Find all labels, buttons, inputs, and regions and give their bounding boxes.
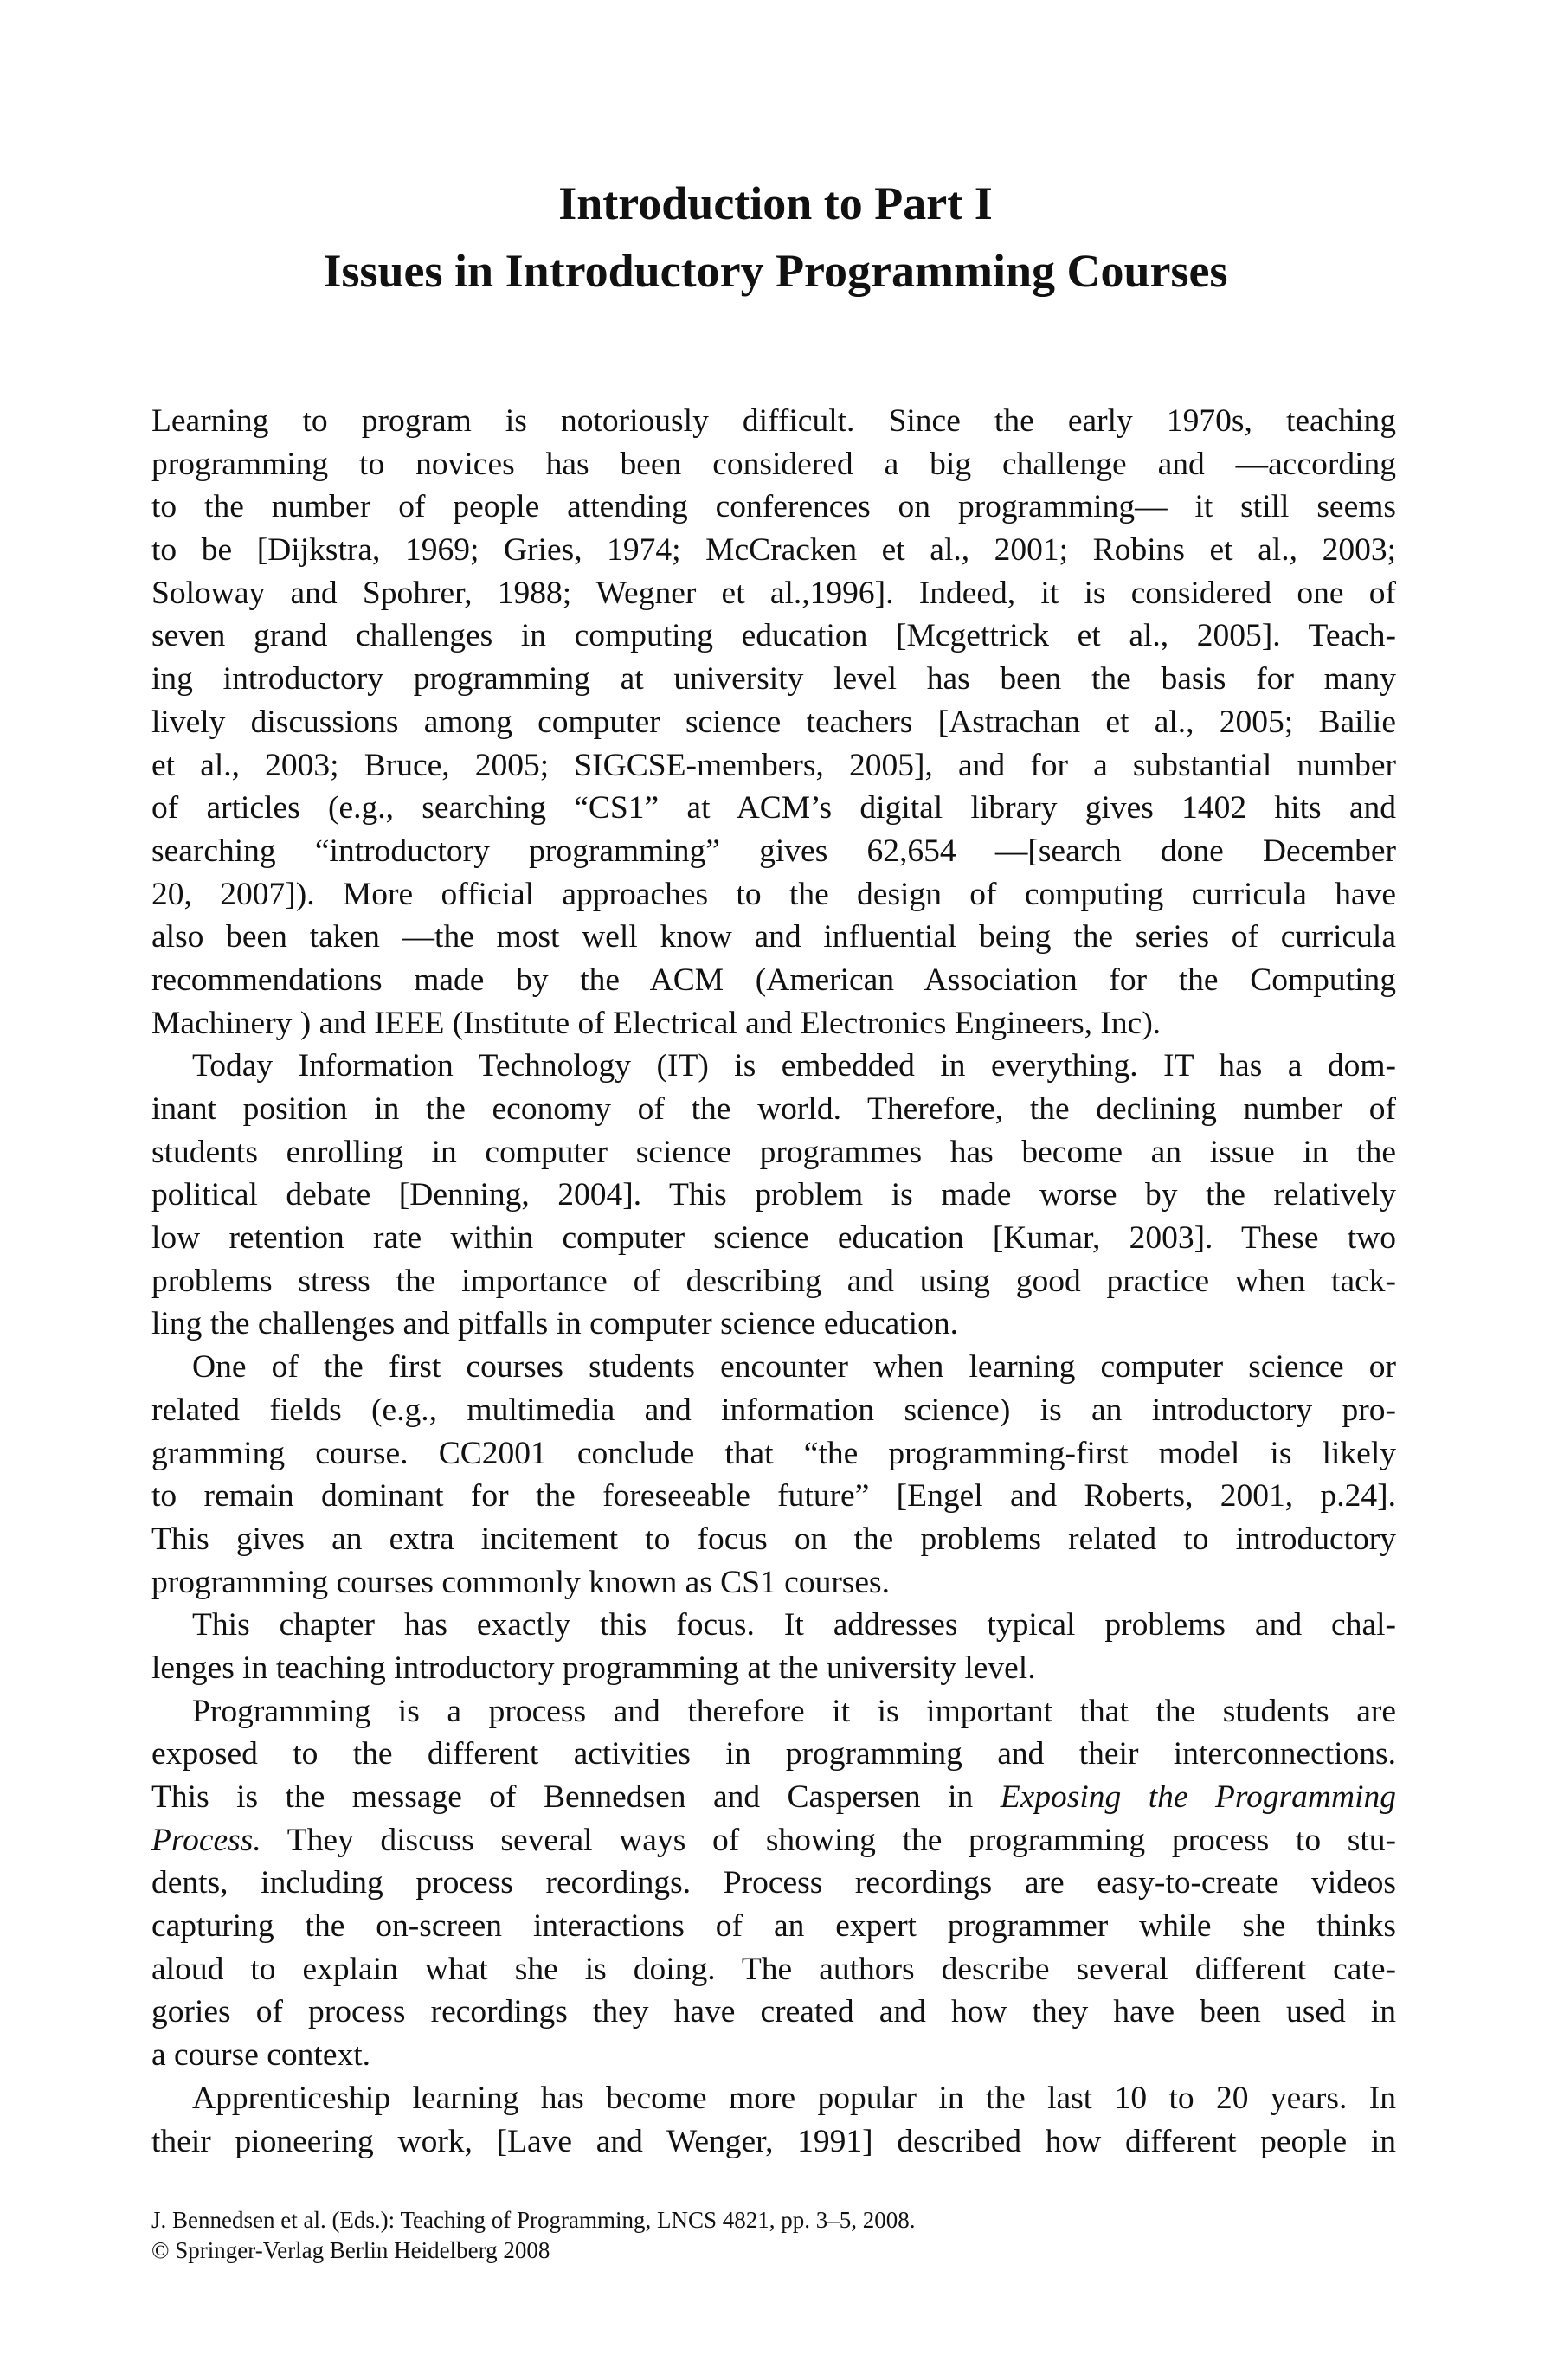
- text-line: Learning to program is notoriously difficult. Since the early 1970s, teaching: [151, 403, 1396, 439]
- footer-copyright: © Springer-Verlag Berlin Heidelberg 2008: [151, 2237, 550, 2263]
- text-line: seven grand challenges in computing education [Mcgettrick et al., 2005]. Teach-: [151, 618, 1396, 654]
- text-line: gories of process recordings they have created and how they have been used in: [151, 1994, 1396, 2030]
- text-line: searching “introductory programming” gives 62,654 —[search done December: [151, 833, 1396, 869]
- footer-citation: J. Bennedsen et al. (Eds.): Teaching of Programming, LNCS 4821, pp. 3–5, 2008.: [151, 2207, 916, 2233]
- text-line: also been taken —the most well know and influential being the series of curricula: [151, 919, 1396, 955]
- italic-title: Process.: [151, 1822, 261, 1858]
- text-line: to the number of people attending conferences on programming— it still seems: [151, 489, 1396, 525]
- text-line: low retention rate within computer science education [Kumar, 2003]. These two: [151, 1220, 1396, 1257]
- paragraph: [151, 2077, 1396, 2163]
- text-line: Programming is a process and therefore it is important that the students are: [192, 1693, 1396, 1729]
- footer: [151, 2205, 916, 2266]
- text-line: Today Information Technology (IT) is embedded in everything. IT has a dom-: [192, 1048, 1396, 1084]
- text-line: gramming course. CC2001 conclude that “the programming-first model is likely: [151, 1435, 1396, 1471]
- text-line: to be [Dijkstra, 1969; Gries, 1974; McCracken et al., 2001; Robins et al., 2003;: [151, 532, 1396, 569]
- chapter-title: [0, 170, 1551, 305]
- text-line: et al., 2003; Bruce, 2005; SIGCSE-members, 2005], and for a substantial number: [151, 747, 1396, 783]
- paragraph: [151, 400, 1396, 1045]
- paragraph: [151, 1690, 1396, 2077]
- text-line: inant position in the economy of the world. Therefore, the declining number of: [151, 1091, 1396, 1127]
- text-line: to remain dominant for the foreseeable future” [Engel and Roberts, 2001, p.24].: [151, 1478, 1396, 1515]
- text-line: their pioneering work, [Lave and Wenger, 1991] described how different people in: [151, 2123, 1396, 2159]
- paragraph: [151, 1045, 1396, 1346]
- text-line: related fields (e.g., multimedia and information science) is an introductory pro-: [151, 1392, 1396, 1428]
- text-line: programming courses commonly known as CS1 courses.: [151, 1564, 891, 1600]
- text-line: This chapter has exactly this focus. It addresses typical problems and chal-: [192, 1607, 1396, 1643]
- text-line: 20, 2007]). More official approaches to the design of computing curricula have: [151, 876, 1396, 912]
- text-line: Machinery ) and IEEE (Institute of Electrical and Electronics Engineers, Inc).: [151, 1005, 1162, 1041]
- text-line: political debate [Denning, 2004]. This problem is made worse by the relatively: [151, 1177, 1396, 1213]
- title-line-1: Introduction to Part I: [558, 177, 993, 229]
- text-line: lenges in teaching introductory programming at the university level.: [151, 1650, 1036, 1686]
- title-line-2: Issues in Introductory Programming Courses: [323, 245, 1228, 297]
- text-line: recommendations made by the ACM (American Association for the Computing: [151, 962, 1396, 998]
- text-line: Soloway and Spohrer, 1988; Wegner et al.,1996]. Indeed, it is considered one of: [151, 575, 1396, 611]
- text-line: [151, 1776, 1396, 1819]
- text-line: ing introductory programming at university level has been the basis for many: [151, 661, 1396, 698]
- text-line: lively discussions among computer science teachers [Astrachan et al., 2005; Bailie: [151, 704, 1396, 740]
- text-line: problems stress the importance of describing and using good practice when tack-: [151, 1263, 1396, 1299]
- text-line: capturing the on-screen interactions of an expert programmer while she thinks: [151, 1908, 1396, 1945]
- text-segment: This is the message of Bennedsen and Caspersen in: [151, 1779, 1001, 1815]
- text-line: One of the first courses students encounter when learning computer science or: [192, 1349, 1396, 1386]
- text-line: Apprenticeship learning has become more popular in the last 10 to 20 years. In: [192, 2080, 1396, 2116]
- italic-title: Exposing the Programming: [1000, 1779, 1396, 1815]
- text-line: of articles (e.g., searching “CS1” at ACM’s digital library gives 1402 hits and: [151, 790, 1396, 827]
- text-line: exposed to the different activities in programming and their interconnections.: [151, 1736, 1396, 1772]
- paragraph: [151, 1604, 1396, 1689]
- text-line: a course context.: [151, 2037, 371, 2074]
- text-line: students enrolling in computer science programmes has become an issue in the: [151, 1134, 1396, 1170]
- text-line: dents, including process recordings. Process recordings are easy-to-create videos: [151, 1865, 1396, 1901]
- text-line: aloud to explain what she is doing. The authors describe several different cate-: [151, 1951, 1396, 1987]
- text-line: ling the challenges and pitfalls in computer science education.: [151, 1306, 958, 1342]
- body-text: [151, 400, 1396, 2163]
- text-line: This gives an extra incitement to focus on the problems related to introductory: [151, 1521, 1396, 1557]
- text-line: programming to novices has been considered a big challenge and —according: [151, 446, 1396, 482]
- text-line: [151, 1819, 1396, 1862]
- paragraph: [151, 1346, 1396, 1604]
- text-segment: They discuss several ways of showing the programming process to stu-: [261, 1822, 1396, 1858]
